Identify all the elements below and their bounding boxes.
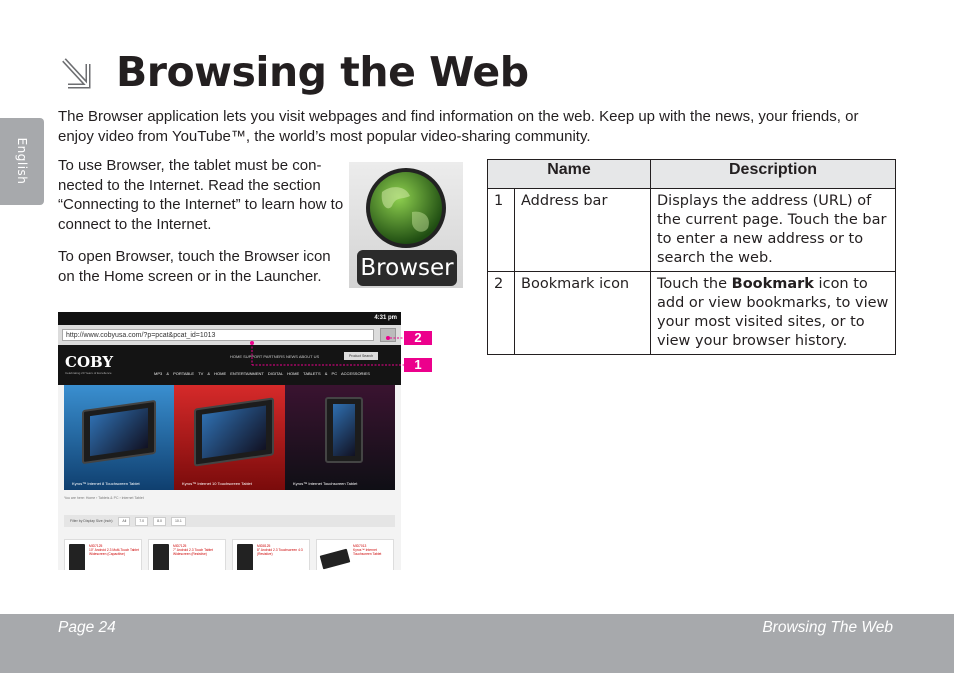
product-model: MID7125 <box>173 544 187 548</box>
site-banner <box>64 385 395 490</box>
status-time: 4:31 pm <box>374 315 397 321</box>
filter-option: All <box>118 517 130 526</box>
tablet-image <box>325 397 363 463</box>
banner-caption-3: Kyros™ Internet Touchscreen Tablet <box>293 481 358 486</box>
callout-label-1: 1 <box>404 358 432 372</box>
product-image <box>320 549 351 570</box>
site-header <box>58 345 401 385</box>
product-card <box>64 539 142 570</box>
product-card <box>232 539 310 570</box>
tablet-image <box>194 397 274 466</box>
site-top-nav: HOME SUPPORT PARTNERS NEWS ABOUT US <box>230 354 320 359</box>
intro-paragraph: The Browser application lets you visit webpages and find information on the web. Keep up with the news, your friends, or enjoy video from YouTube™, the world’s most popular video-sharing community. <box>58 108 859 145</box>
product-card <box>148 539 226 570</box>
table-row <box>488 189 896 272</box>
browser-icon-label: Browser <box>357 250 457 286</box>
row-name: Bookmark icon <box>515 272 651 355</box>
arrow-down-right-icon <box>58 52 98 96</box>
globe-icon <box>362 166 450 250</box>
page-footer <box>0 614 954 673</box>
product-model: MID8125 <box>257 544 271 548</box>
site-main-nav: MP3 & PORTABLE TV & HOME ENTERTAINMENT DIGITAL HOME TABLETS & PC ACCESSORIES <box>154 371 370 376</box>
banner-caption-2: Kyros™ Internet 10 Touchscreen Tablet <box>182 481 252 486</box>
row-name: Address bar <box>515 189 651 272</box>
filter-option: 7.0 <box>135 517 148 526</box>
address-url: http://www.cobyusa.com/?p=pcat&pcat_id=1013 <box>66 332 216 339</box>
site-breadcrumb: You are here: Home › Tablets & PC › Internet Tablet <box>64 496 144 500</box>
section-name: Browsing The Web <box>762 619 893 636</box>
open-browser-paragraph: To open Browser, touch the Browser icon on the Home screen or in the Launcher. <box>58 248 331 285</box>
site-tagline: Celebrating 20 Years of Excellence <box>65 371 112 375</box>
callout-dot-1 <box>250 341 254 345</box>
site-filter-bar <box>64 515 395 527</box>
product-image <box>69 544 85 570</box>
status-bar <box>58 312 401 325</box>
site-logo: COBY <box>65 353 114 371</box>
callout-dot-2 <box>386 336 390 340</box>
banner-panel-2 <box>174 385 285 490</box>
product-model: MID7125 <box>89 544 103 548</box>
language-tab-label: English <box>15 137 29 185</box>
browser-screenshot <box>58 312 401 570</box>
product-list <box>64 539 395 570</box>
description-table <box>487 159 896 355</box>
product-image <box>237 544 253 570</box>
row-description: Displays the address (URL) of the current page. Touch the bar to enter a new address or to search the web. <box>651 189 896 272</box>
table-row <box>488 272 896 355</box>
connect-paragraph: To use Browser, the tablet must be con-nected to the Internet. Read the section “Connecting to the Internet” to learn how to connect to the Internet. <box>58 157 344 233</box>
filter-label: Filter by Display Size (inch): <box>70 519 114 523</box>
site-search: Product Search <box>344 352 378 360</box>
product-desc: 8" Android 2.3 Touchscreen 4:3 (Resistive) <box>257 548 303 556</box>
filter-option: 10.1 <box>171 517 186 526</box>
bookmark-term: Bookmark <box>731 276 814 292</box>
filter-option: 8.0 <box>153 517 166 526</box>
column-header-description: Description <box>651 160 896 189</box>
tablet-image <box>82 400 156 464</box>
row-number: 2 <box>488 272 515 355</box>
row-number: 1 <box>488 189 515 272</box>
table-header-row <box>488 160 896 189</box>
product-card <box>316 539 394 570</box>
banner-panel-3 <box>285 385 395 490</box>
website-content <box>58 345 401 570</box>
product-image <box>153 544 169 570</box>
row-description: Touch the Bookmark icon to add or view bookmarks, to view your most visited sites, or to view your browser history. <box>651 272 896 355</box>
product-desc: Kyros™ Internet Touchscreen Tablet <box>353 548 382 556</box>
page-number: Page 24 <box>58 619 116 636</box>
column-header-name: Name <box>488 160 651 189</box>
address-bar <box>62 329 374 341</box>
page-title: Browsing the Web <box>116 48 529 96</box>
product-desc: 7" Android 2.3 Touch Tablet Widescreen (Resistive) <box>173 548 213 556</box>
callout-label-2: 2 <box>404 331 432 345</box>
product-desc: 10" Android 2.3 Multi-Touch Tablet Widescreen (Capacitive) <box>89 548 139 556</box>
banner-panel-1 <box>64 385 174 490</box>
product-model: MID7013 <box>353 544 367 548</box>
banner-caption-1: Kyros™ Internet 8 Touchscreen Tablet <box>72 481 140 486</box>
language-tab <box>0 118 44 205</box>
